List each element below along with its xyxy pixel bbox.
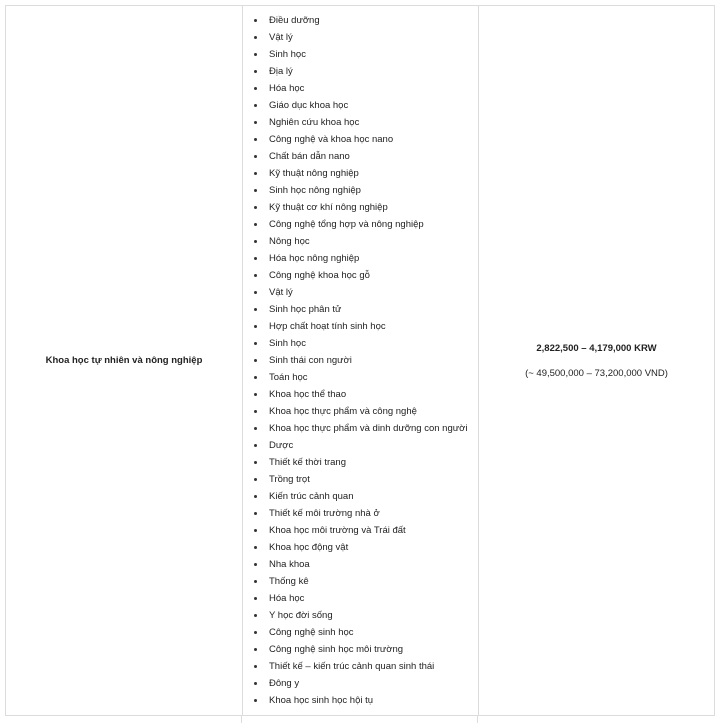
major-item: Kỹ thuật cơ khí nông nghiệp — [261, 199, 478, 216]
major-item: Toán học — [261, 369, 478, 386]
major-item: Sinh học — [261, 46, 478, 63]
major-item: Vật lý — [261, 29, 478, 46]
major-item: Địa lý — [261, 63, 478, 80]
major-item: Thiết kế môi trường nhà ở — [261, 505, 478, 522]
major-item: Thống kê — [261, 573, 478, 590]
major-item: Khoa học thực phẩm và dinh dưỡng con người — [261, 420, 478, 437]
tuition-table — [5, 5, 715, 716]
major-item: Công nghệ và khoa học nano — [261, 131, 478, 148]
major-item: Sinh thái con người — [261, 352, 478, 369]
field-name: Khoa học tự nhiên và nông nghiệp — [45, 355, 203, 366]
majors-cell — [243, 6, 479, 716]
major-item: Khoa học động vật — [261, 539, 478, 556]
major-item: Khoa học thực phẩm và công nghệ — [261, 403, 478, 420]
major-item: Chất bán dẫn nano — [261, 148, 478, 165]
major-item: Công nghệ sinh học môi trường — [261, 641, 478, 658]
major-item: Vật lý — [261, 284, 478, 301]
major-item: Thiết kế – kiến trúc cảnh quan sinh thái — [261, 658, 478, 675]
field-cell — [6, 6, 243, 716]
major-item: Công nghệ tổng hợp và nông nghiệp — [261, 216, 478, 233]
major-item: Công nghệ sinh học — [261, 624, 478, 641]
major-item: Hóa học — [261, 590, 478, 607]
major-item: Y học đời sống — [261, 607, 478, 624]
fee-cell — [479, 6, 715, 716]
major-item: Thiết kế thời trang — [261, 454, 478, 471]
major-item: Kiến trúc cảnh quan — [261, 488, 478, 505]
major-item: Nha khoa — [261, 556, 478, 573]
major-item: Sinh học nông nghiệp — [261, 182, 478, 199]
major-item: Sinh học phân tử — [261, 301, 478, 318]
major-item: Khoa học môi trường và Trái đất — [261, 522, 478, 539]
major-item: Điều dưỡng — [261, 12, 478, 29]
major-item: Dược — [261, 437, 478, 454]
major-item: Khoa học sinh học hội tụ — [261, 692, 478, 709]
major-item: Giáo dục khoa học — [261, 97, 478, 114]
major-item: Hóa học nông nghiệp — [261, 250, 478, 267]
major-item: Khoa học thể thao — [261, 386, 478, 403]
major-item: Trồng trọt — [261, 471, 478, 488]
major-item: Đông y — [261, 675, 478, 692]
major-item: Hợp chất hoạt tính sinh học — [261, 318, 478, 335]
major-item: Sinh học — [261, 335, 478, 352]
majors-list — [243, 9, 478, 712]
major-item: Nghiên cứu khoa học — [261, 114, 478, 131]
fee-krw: 2,822,500 – 4,179,000 KRW — [536, 342, 657, 354]
table-row — [6, 6, 715, 716]
major-item: Nông học — [261, 233, 478, 250]
major-item: Hóa học — [261, 80, 478, 97]
major-item: Kỹ thuật nông nghiệp — [261, 165, 478, 182]
major-item: Công nghệ khoa học gỗ — [261, 267, 478, 284]
fee-vnd: (~ 49,500,000 – 73,200,000 VND) — [525, 367, 668, 379]
